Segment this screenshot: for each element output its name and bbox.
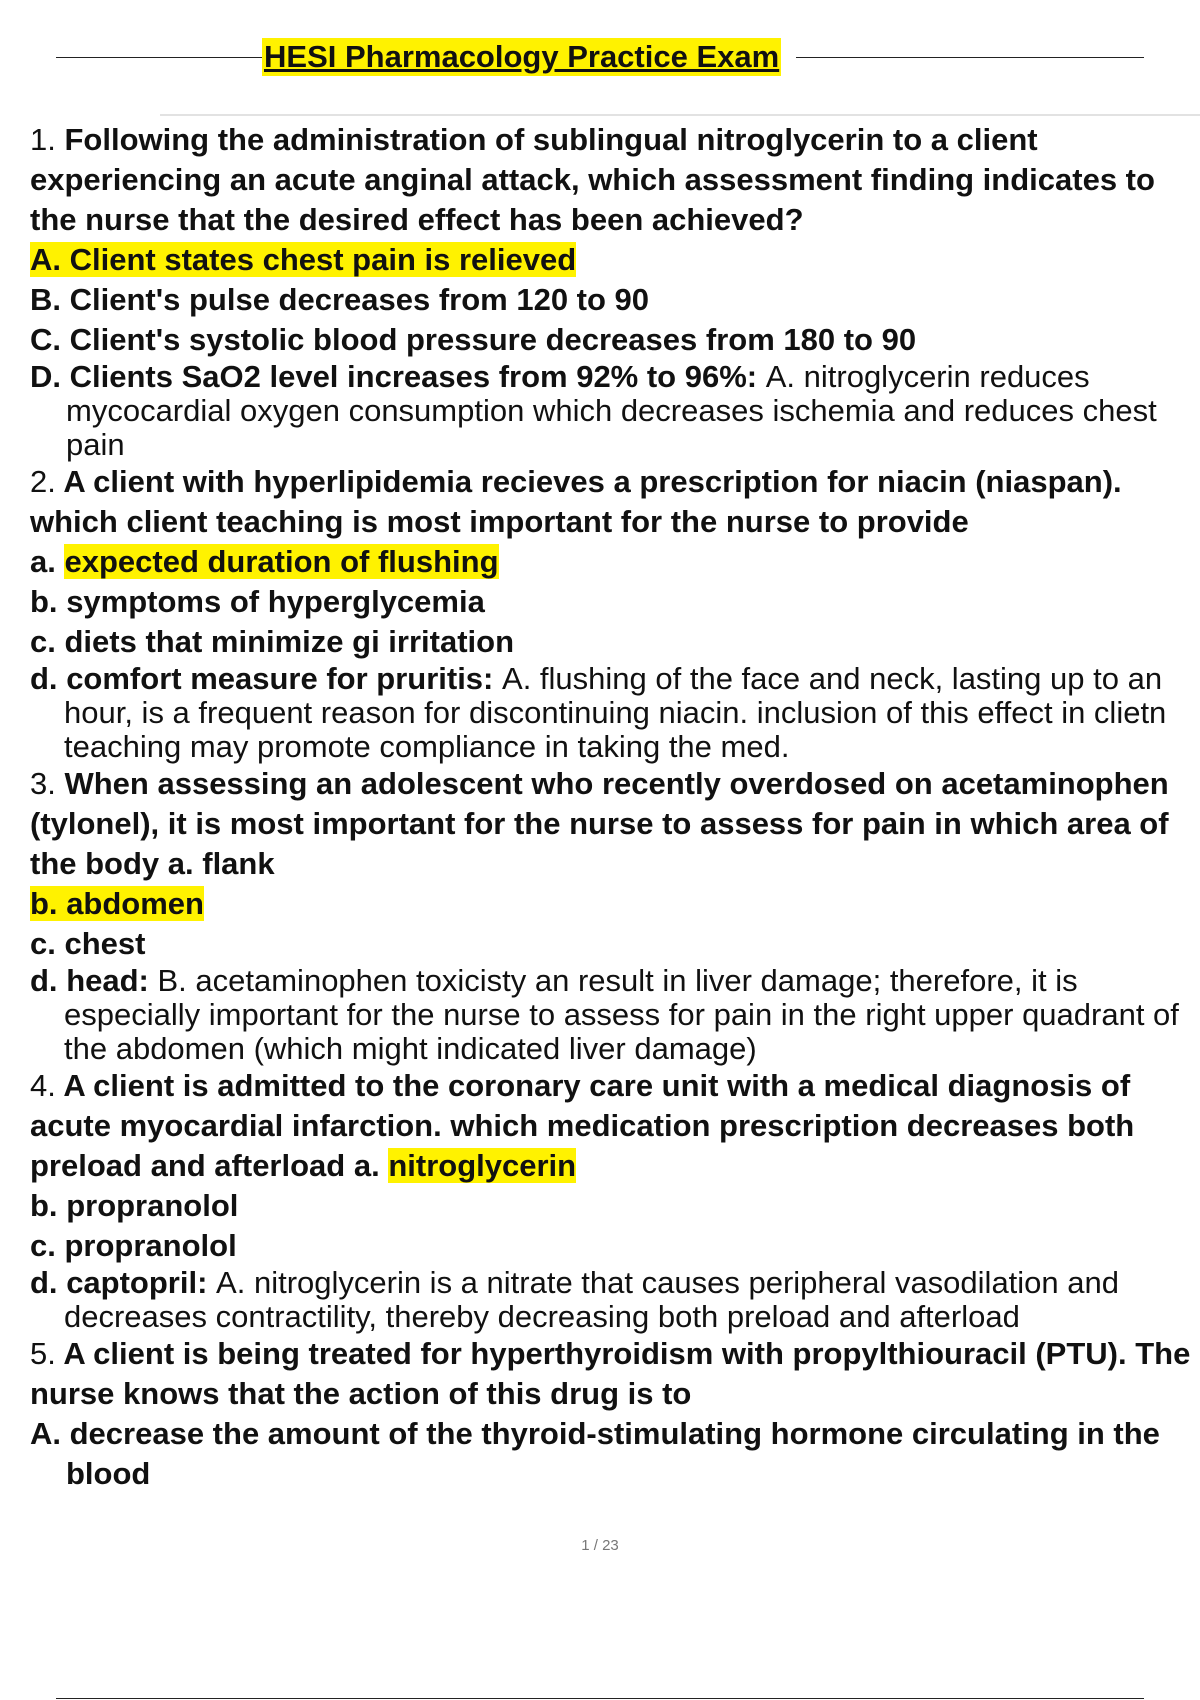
title-row <box>56 36 1144 80</box>
option-letter: D. <box>30 359 61 394</box>
question-3 <box>30 764 1195 884</box>
option-letter: A. <box>30 1416 61 1451</box>
title-rule-right <box>796 57 1144 58</box>
option-letter: b. <box>30 1188 58 1223</box>
question-stem: A client is admitted to the coronary care unit with a medical diagnosis of acute myocardial infarction. which medication prescription decreases both preload and afterload a. <box>30 1068 1135 1183</box>
option-letter: d. <box>30 1265 58 1300</box>
rationale-text: A. nitroglycerin is a nitrate that causes peripheral vasodilation and decreases contractility, thereby decreasing both preload and afterload <box>64 1265 1119 1334</box>
option-letter: A. <box>30 242 61 277</box>
option-text: Client's pulse decreases from 120 to 90 <box>69 282 650 317</box>
option-letter: c. <box>30 926 56 961</box>
option-text: comfort measure for pruritis: <box>66 661 494 696</box>
option-2d <box>30 662 1195 764</box>
page-title: HESI Pharmacology Practice Exam <box>264 39 780 74</box>
question-stem: Following the administration of sublingual nitroglycerin to a client experiencing an acute anginal attack, which assessment finding indicates to the nurse that the desired effect has been achieved? <box>30 122 1155 237</box>
question-1 <box>30 120 1195 240</box>
option-text: abdomen <box>66 886 204 921</box>
stem-answer: nitroglycerin <box>388 1148 577 1183</box>
option-text: propranolol <box>64 1228 237 1263</box>
option-4d <box>30 1266 1195 1334</box>
option-letter: b. <box>30 584 58 619</box>
rationale-text: B. acetaminophen toxicisty an result in liver damage; therefore, it is especially important for the nurse to assess for pain in the right upper quadrant of the abdomen (which might indicated liver damage) <box>64 963 1179 1066</box>
document-body <box>30 120 1195 1494</box>
option-letter: d. <box>30 661 58 696</box>
title-rule-left <box>56 57 264 58</box>
option-letter: C. <box>30 322 61 357</box>
rationale-text: A. nitroglycerin reduces mycocardial oxygen consumption which decreases ischemia and reduces chest pain <box>66 359 1157 462</box>
option-text: decrease the amount of the thyroid-stimulating hormone circulating in the blood <box>66 1416 1160 1491</box>
question-number: 4. <box>30 1068 56 1103</box>
option-1d <box>30 360 1195 462</box>
option-3b <box>30 884 1195 924</box>
option-text: captopril: <box>66 1265 208 1300</box>
option-text: Client's systolic blood pressure decreases from 180 to 90 <box>69 322 917 357</box>
option-2a <box>30 542 1195 582</box>
option-3c <box>30 924 1195 964</box>
option-letter: c. <box>30 624 56 659</box>
option-1b <box>30 280 1195 320</box>
question-5 <box>30 1334 1195 1414</box>
option-letter: a. <box>30 544 56 579</box>
rationale-text: A. flushing of the face and neck, lasting up to an hour, is a frequent reason for discontinuing niacin. inclusion of this effect in clietn teaching may promote compliance in taking the med. <box>64 661 1167 764</box>
option-1a <box>30 240 1195 280</box>
question-number: 1. <box>30 122 56 157</box>
option-3d <box>30 964 1195 1066</box>
option-text: diets that minimize gi irritation <box>64 624 515 659</box>
option-text: head: <box>66 963 149 998</box>
footer-rule <box>56 1698 1144 1699</box>
option-text: Client states chest pain is relieved <box>69 242 577 277</box>
question-stem: A client is being treated for hyperthyroidism with propylthiouracil (PTU). The nurse knows that the action of this drug is to <box>30 1336 1191 1411</box>
question-number: 2. <box>30 464 56 499</box>
option-2b <box>30 582 1195 622</box>
option-letter: b. <box>30 886 58 921</box>
option-letter: c. <box>30 1228 56 1263</box>
question-2 <box>30 462 1195 542</box>
page-indicator: 1 / 23 <box>581 1537 619 1554</box>
option-text: expected duration of flushing <box>64 544 499 579</box>
option-text: symptoms of hyperglycemia <box>66 584 485 619</box>
option-letter: B. <box>30 282 61 317</box>
question-stem: A client with hyperlipidemia recieves a prescription for niacin (niaspan). which client teaching is most important for the nurse to provide <box>30 464 1122 539</box>
question-4 <box>30 1066 1195 1186</box>
option-2c <box>30 622 1195 662</box>
question-number: 5. <box>30 1336 56 1371</box>
header-divider <box>160 114 1200 116</box>
option-4b <box>30 1186 1195 1226</box>
question-number: 3. <box>30 766 56 801</box>
option-4c <box>30 1226 1195 1266</box>
option-letter: d. <box>30 963 58 998</box>
option-1c <box>30 320 1195 360</box>
option-text: chest <box>64 926 146 961</box>
option-text: propranolol <box>66 1188 239 1223</box>
option-text: Clients SaO2 level increases from 92% to 96%: <box>69 359 758 394</box>
option-5a <box>30 1414 1195 1494</box>
question-stem: When assessing an adolescent who recently overdosed on acetaminophen (tylonel), it is most important for the nurse to assess for pain in which area of the body a. flank <box>30 766 1169 881</box>
